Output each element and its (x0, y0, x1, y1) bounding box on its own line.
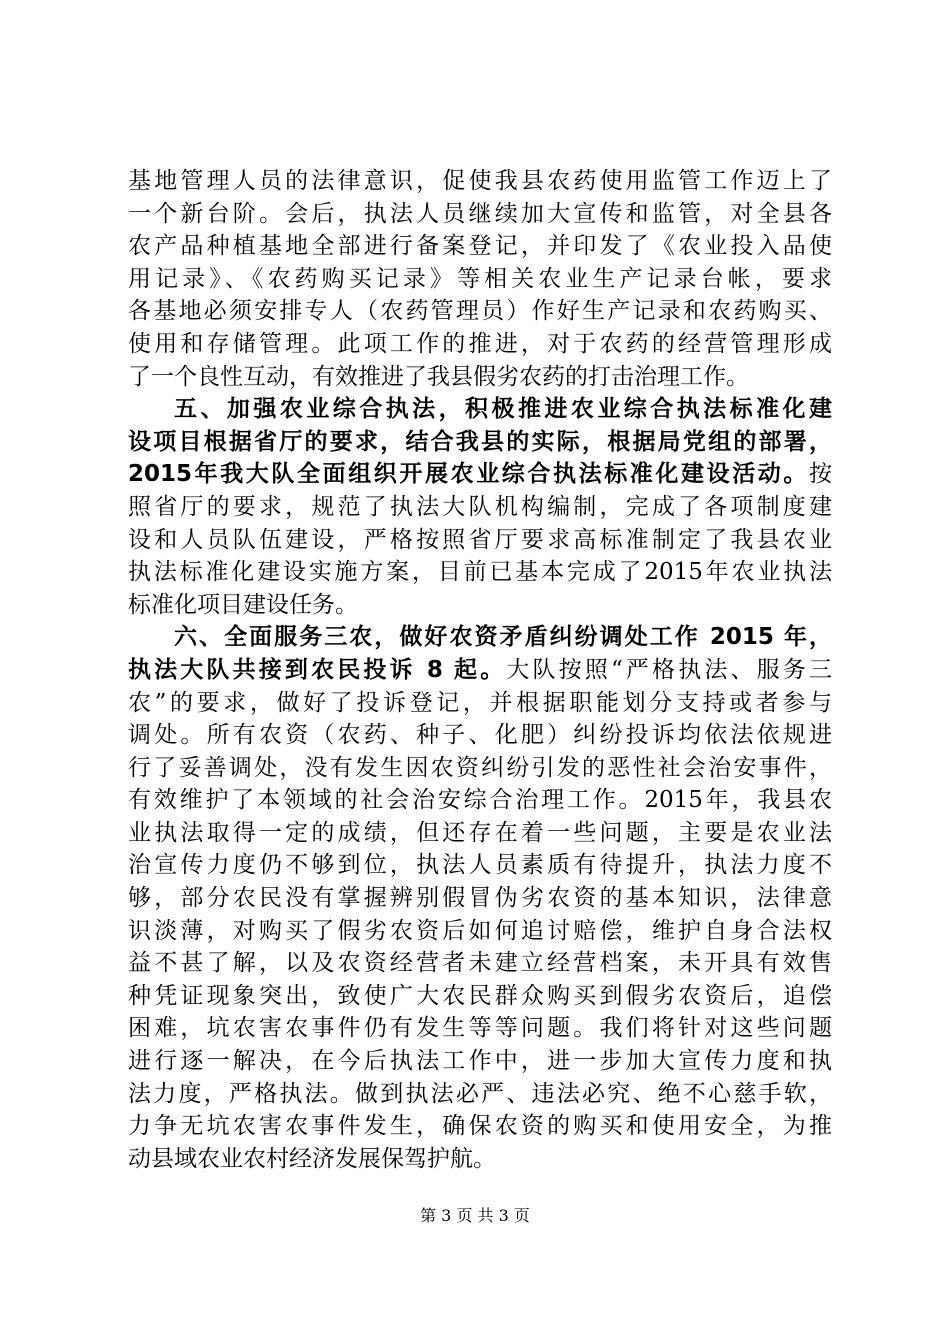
body-line: 行了妥善调处，没有发生因农资纠纷引发的恶性社会治安事件， (128, 754, 832, 781)
body-line: 力争无坑农害农事件发生，确保农资的购买和使用安全，为推 (128, 1113, 832, 1140)
body-line: 了一个良性互动，有效推进了我县假劣农药的打击治理工作。 (128, 363, 749, 390)
paragraph-1 (128, 165, 832, 393)
body-line: 够，部分农民没有掌握辨别假冒伪劣农资的基本知识，法律意 (128, 885, 832, 912)
section-heading-line: 执法大队共接到农民投诉 8 起。 (128, 656, 507, 683)
body-line: 设和人员队伍建设，严格按照省厅要求高标准制定了我县农业 (128, 526, 832, 553)
body-line: 种凭证现象突出，致使广大农民群众购买到假劣农资后，追偿 (128, 982, 832, 1009)
body-line: 基地管理人员的法律意识，促使我县农药使用监管工作迈上了 (128, 168, 832, 194)
body-text: 大队按照“严格执法、服务三 (506, 656, 832, 683)
mixed-line (128, 458, 832, 491)
mixed-line (128, 654, 832, 687)
body-line: 照省厅的要求，规范了执法大队机构编制，完成了各项制度建 (128, 493, 832, 520)
body-line: 业执法取得一定的成绩，但还存在着一些问题，主要是农业法 (128, 819, 832, 846)
body-line: 用记录》、《农药购买记录》等相关农业生产记录台帐，要求 (128, 265, 832, 292)
paragraph-3 (128, 621, 832, 1175)
body-line: 有效维护了本领域的社会治安综合治理工作。2015年，我县农 (128, 787, 832, 814)
body-line: 使用和存储管理。此项工作的推进，对于农药的经营管理形成 (128, 330, 832, 357)
body-line: 调处。所有农资（农药、种子、化肥）纠纷投诉均依法依规进 (128, 722, 832, 749)
page-footer: 第 3 页 共 3 页 (420, 1206, 530, 1225)
body-line: 农”的要求，做好了投诉登记，并根据职能划分支持或者参与 (128, 689, 832, 716)
body-line: 各基地必须安排专人（农药管理员）作好生产记录和农药购买、 (128, 298, 832, 325)
body-line: 执法标准化建设实施方案，目前已基本完成了2015年农业执法 (128, 559, 832, 586)
body-line: 识淡薄，对购买了假劣农资后如何追讨赔偿，维护自身合法权 (128, 917, 832, 944)
body-line: 进行逐一解决，在今后执法工作中，进一步加大宣传力度和执 (128, 1048, 832, 1075)
section-heading-line: 六、全面服务三农，做好农资矛盾纠纷调处工作 2015 年， (174, 624, 832, 651)
body-text: 按 (809, 461, 832, 488)
section-heading-line: 2015年我大队全面组织开展农业综合执法标准化建设活动。 (128, 461, 809, 488)
body-line: 一个新台阶。会后，执法人员继续加大宣传和监管，对全县各 (128, 200, 832, 227)
body-line: 法力度，严格执法。做到执法必严、违法必究、绝不心慈手软， (128, 1080, 832, 1107)
body-line: 益不甚了解，以及农资经营者未建立经营档案，未开具有效售 (128, 950, 832, 977)
body-line: 标准化项目建设任务。 (128, 591, 358, 618)
body-line: 农产品种植基地全部进行备案登记，并印发了《农业投入品使 (128, 233, 832, 260)
body-line: 治宣传力度仍不够到位，执法人员素质有待提升，执法力度不 (128, 852, 832, 879)
body-line: 动县域农业农村经济发展保驾护航。 (128, 1145, 496, 1172)
document-body (128, 165, 832, 1175)
body-line: 困难，坑农害农事件仍有发生等等问题。我们将针对这些问题 (128, 1015, 832, 1042)
section-heading-line: 五、加强农业综合执法，积极推进农业综合执法标准化建 (174, 396, 832, 423)
section-heading-line: 设项目根据省厅的要求，结合我县的实际，根据局党组的部署， (128, 428, 832, 455)
paragraph-2 (128, 393, 832, 621)
